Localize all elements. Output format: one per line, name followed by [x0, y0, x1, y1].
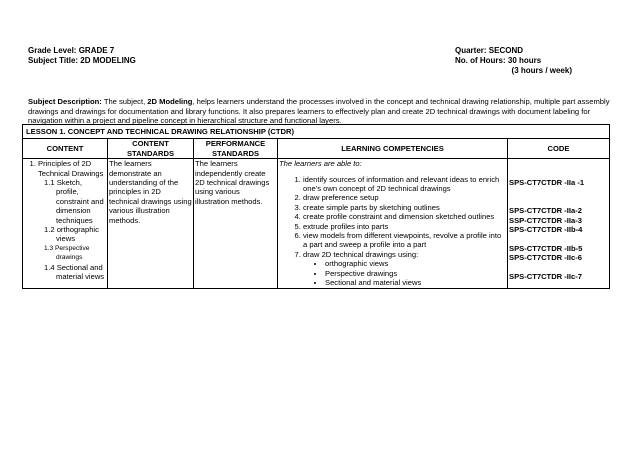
- code-item: SPS-CT7CTDR -IIa -1: [509, 178, 585, 187]
- curriculum-table: [22, 124, 610, 289]
- code-item: SSP-CT7CTDR -IIa-3: [509, 215, 582, 225]
- content-standards-cell: The learners demonstrate an understanding of the principles in 2D technical drawings using various illustration methods.: [108, 159, 194, 288]
- header-performance-standards: PERFORMANCE STANDARDS: [194, 139, 278, 159]
- table-header-row: [23, 139, 610, 159]
- lesson-title: LESSON 1. CONCEPT AND TECHNICAL DRAWING RELATIONSHIP (CTDR): [23, 125, 610, 139]
- hours: No. of Hours: 30 hours: [455, 56, 542, 65]
- competency-item: 2. draw preference setup: [303, 193, 506, 202]
- code-item: SPS-CT7CTDR -IIa-2: [509, 206, 582, 216]
- competency-item: 7. draw 2D technical drawings using: • orthographic views • Perspective drawings • Sectional and material views: [303, 250, 506, 288]
- competencies-intro: The learners are able to:: [279, 159, 362, 169]
- content-sub-item: 1.3 Perspective drawings: [44, 244, 90, 262]
- competency-bullet: • orthographic views: [325, 259, 506, 268]
- content-sub-item: 1.4 Sectional and material views: [44, 262, 105, 282]
- header-content: CONTENT: [23, 139, 108, 159]
- competency-item: 3. create simple parts by sketching outlines: [303, 203, 506, 212]
- competency-item: 5. extrude profiles into parts: [303, 222, 506, 231]
- table-row: [23, 159, 610, 288]
- code-item: SPS-CT7CTDR -IIb-4: [509, 225, 583, 234]
- competency-bullet: • Sectional and material views: [325, 278, 506, 287]
- code-item: SPS-CT7CTDR -IIc-7: [509, 272, 582, 281]
- learning-competencies-cell: [278, 159, 508, 288]
- header-code: CODE: [508, 139, 610, 159]
- content-cell: [23, 159, 108, 288]
- header-learning-competencies: LEARNING COMPETENCIES: [278, 139, 508, 159]
- header-right: [455, 46, 572, 76]
- code-cell: [508, 159, 610, 288]
- quarter: Quarter: SECOND: [455, 46, 524, 55]
- header-content-standards: CONTENT STANDARDS: [108, 139, 194, 159]
- code-item: SPS-CT7CTDR -IIc-6: [509, 253, 582, 263]
- performance-standards-cell: The learners independently create 2D technical drawings using various illustration methods.: [194, 159, 278, 288]
- competency-bullet: • Perspective drawings: [325, 269, 506, 278]
- code-item: SPS-CT7CTDR -IIb-5: [509, 243, 583, 253]
- content-sub-item: 1.2 orthographic views: [44, 225, 99, 244]
- header-left: [28, 46, 136, 66]
- content-sub-item: 1.1 Sketch, profile, constraint and dimension techniques: [44, 178, 104, 225]
- competency-item: 6. view models from different viewpoints, revolve a profile into a part and sweep a profile into a part: [303, 231, 506, 250]
- hours-weekly: (3 hours / week): [511, 66, 572, 75]
- subject-title: Subject Title: 2D MODELING: [28, 56, 136, 65]
- competency-item: 4. create profile constraint and dimension sketched outlines: [303, 212, 506, 221]
- grade-level: Grade Level: GRADE 7: [28, 46, 115, 55]
- content-main: Principles of 2D Technical Drawings: [38, 159, 104, 178]
- subject-description: Subject Description: The subject, 2D Modeling, helps learners understand the processes involved in the concept and technical drawing relationship, multiple part assembly drawings and drawings for documentation and library functions. It also prepares learners to effectively plan and create 2D technical drawings with document labeling for navigation within a project and pipeline concept in hierarchical structure and functional layers.: [28, 97, 610, 126]
- competency-item: 1. identify sources of information and relevant ideas to enrich one’s own concept of 2D technical drawings: [303, 175, 506, 194]
